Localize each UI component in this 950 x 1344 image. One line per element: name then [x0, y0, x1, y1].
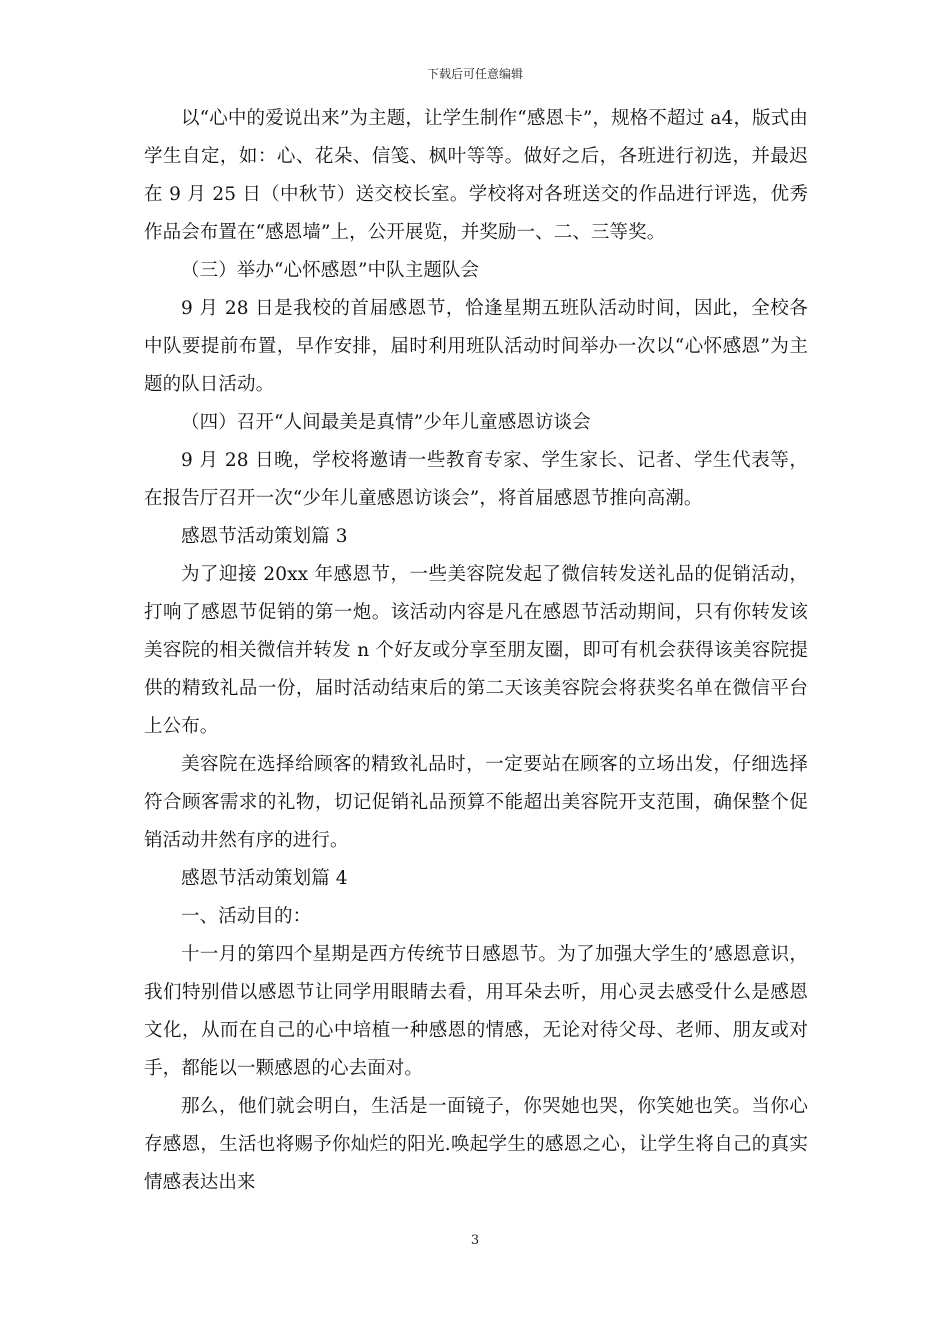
paragraph-thanksgiving-purpose: 十一月的第四个星期是西方传统节日感恩节。为了加强大学生的’感恩意识，我们特别借以感恩节让同学用眼睛去看，用耳朵去听，用心灵去感受什么是感恩文化，从而在自己的心中培植一种感恩的情感，无论对待父母、老师、朋友或对手，都能以一颗感恩的心去面对。	[144, 944, 808, 1079]
paragraph-interview: 9 月 28 日晚，学校将邀请一些教育专家、学生家长、记者、学生代表等，在报告厅召开一次“少年儿童感恩访谈会”，将首届感恩节推向高潮。	[144, 450, 808, 509]
heading-section-three: （三）举办“心怀感恩”中队主题队会	[181, 260, 480, 281]
paragraph-gift-selection: 美容院在选择给顾客的精致礼品时，一定要站在顾客的立场出发，仔细选择符合顾客需求的礼物，切记促销礼品预算不能超出美容院开支范围，确保整个促销活动井然有序的进行。	[144, 754, 808, 851]
paragraph-team-meeting: 9 月 28 日是我校的首届感恩节，恰逢星期五班队活动时间，因此，全校各中队要提前布置，早作安排，届时利用班队活动时间举办一次以“心怀感恩”为主题的队日活动。	[144, 298, 808, 395]
paragraph-life-mirror: 那么，他们就会明白，生活是一面镜子，你哭她也哭，你笑她也笑。当你心存感恩，生活也将赐予你灿烂的阳光.唤起学生的感恩之心，让学生将自己的真实情感表达出来	[144, 1096, 808, 1193]
paragraph-card-activity: 以“心中的爱说出来”为主题，让学生制作“感恩卡”，规格不超过 a4，版式由学生自定，如：心、花朵、信笺、枫叶等等。做好之后，各班进行初选，并最迟在 9 月 25 日（中秋节）送交校长室。学校将对各班送交的作品进行评选，优秀作品会布置在“感恩墙”上，公开展览，并奖励一、二、三等奖。	[144, 108, 808, 243]
heading-plan-4: 感恩节活动策划篇 4	[181, 868, 348, 889]
heading-activity-purpose: 一、活动目的：	[181, 906, 312, 927]
page-header: 下载后可任意编辑	[426, 67, 523, 81]
document-body	[144, 100, 808, 1202]
heading-section-four: （四）召开“人间最美是真情”少年儿童感恩访谈会	[181, 412, 591, 433]
paragraph-beauty-salon-promo: 为了迎接 20xx 年感恩节，一些美容院发起了微信转发送礼品的促销活动，打响了感恩节促销的第一炮。该活动内容是凡在感恩节活动期间，只有你转发该美容院的相关微信并转发 n 个好友或分享至朋友圈，即可有机会获得该美容院提供的精致礼品一份，届时活动结束后的第二天该美容院会将获奖名单在微信平台上公布。	[144, 564, 808, 737]
heading-plan-3: 感恩节活动策划篇 3	[181, 526, 348, 547]
page-number: 3	[470, 1233, 480, 1248]
